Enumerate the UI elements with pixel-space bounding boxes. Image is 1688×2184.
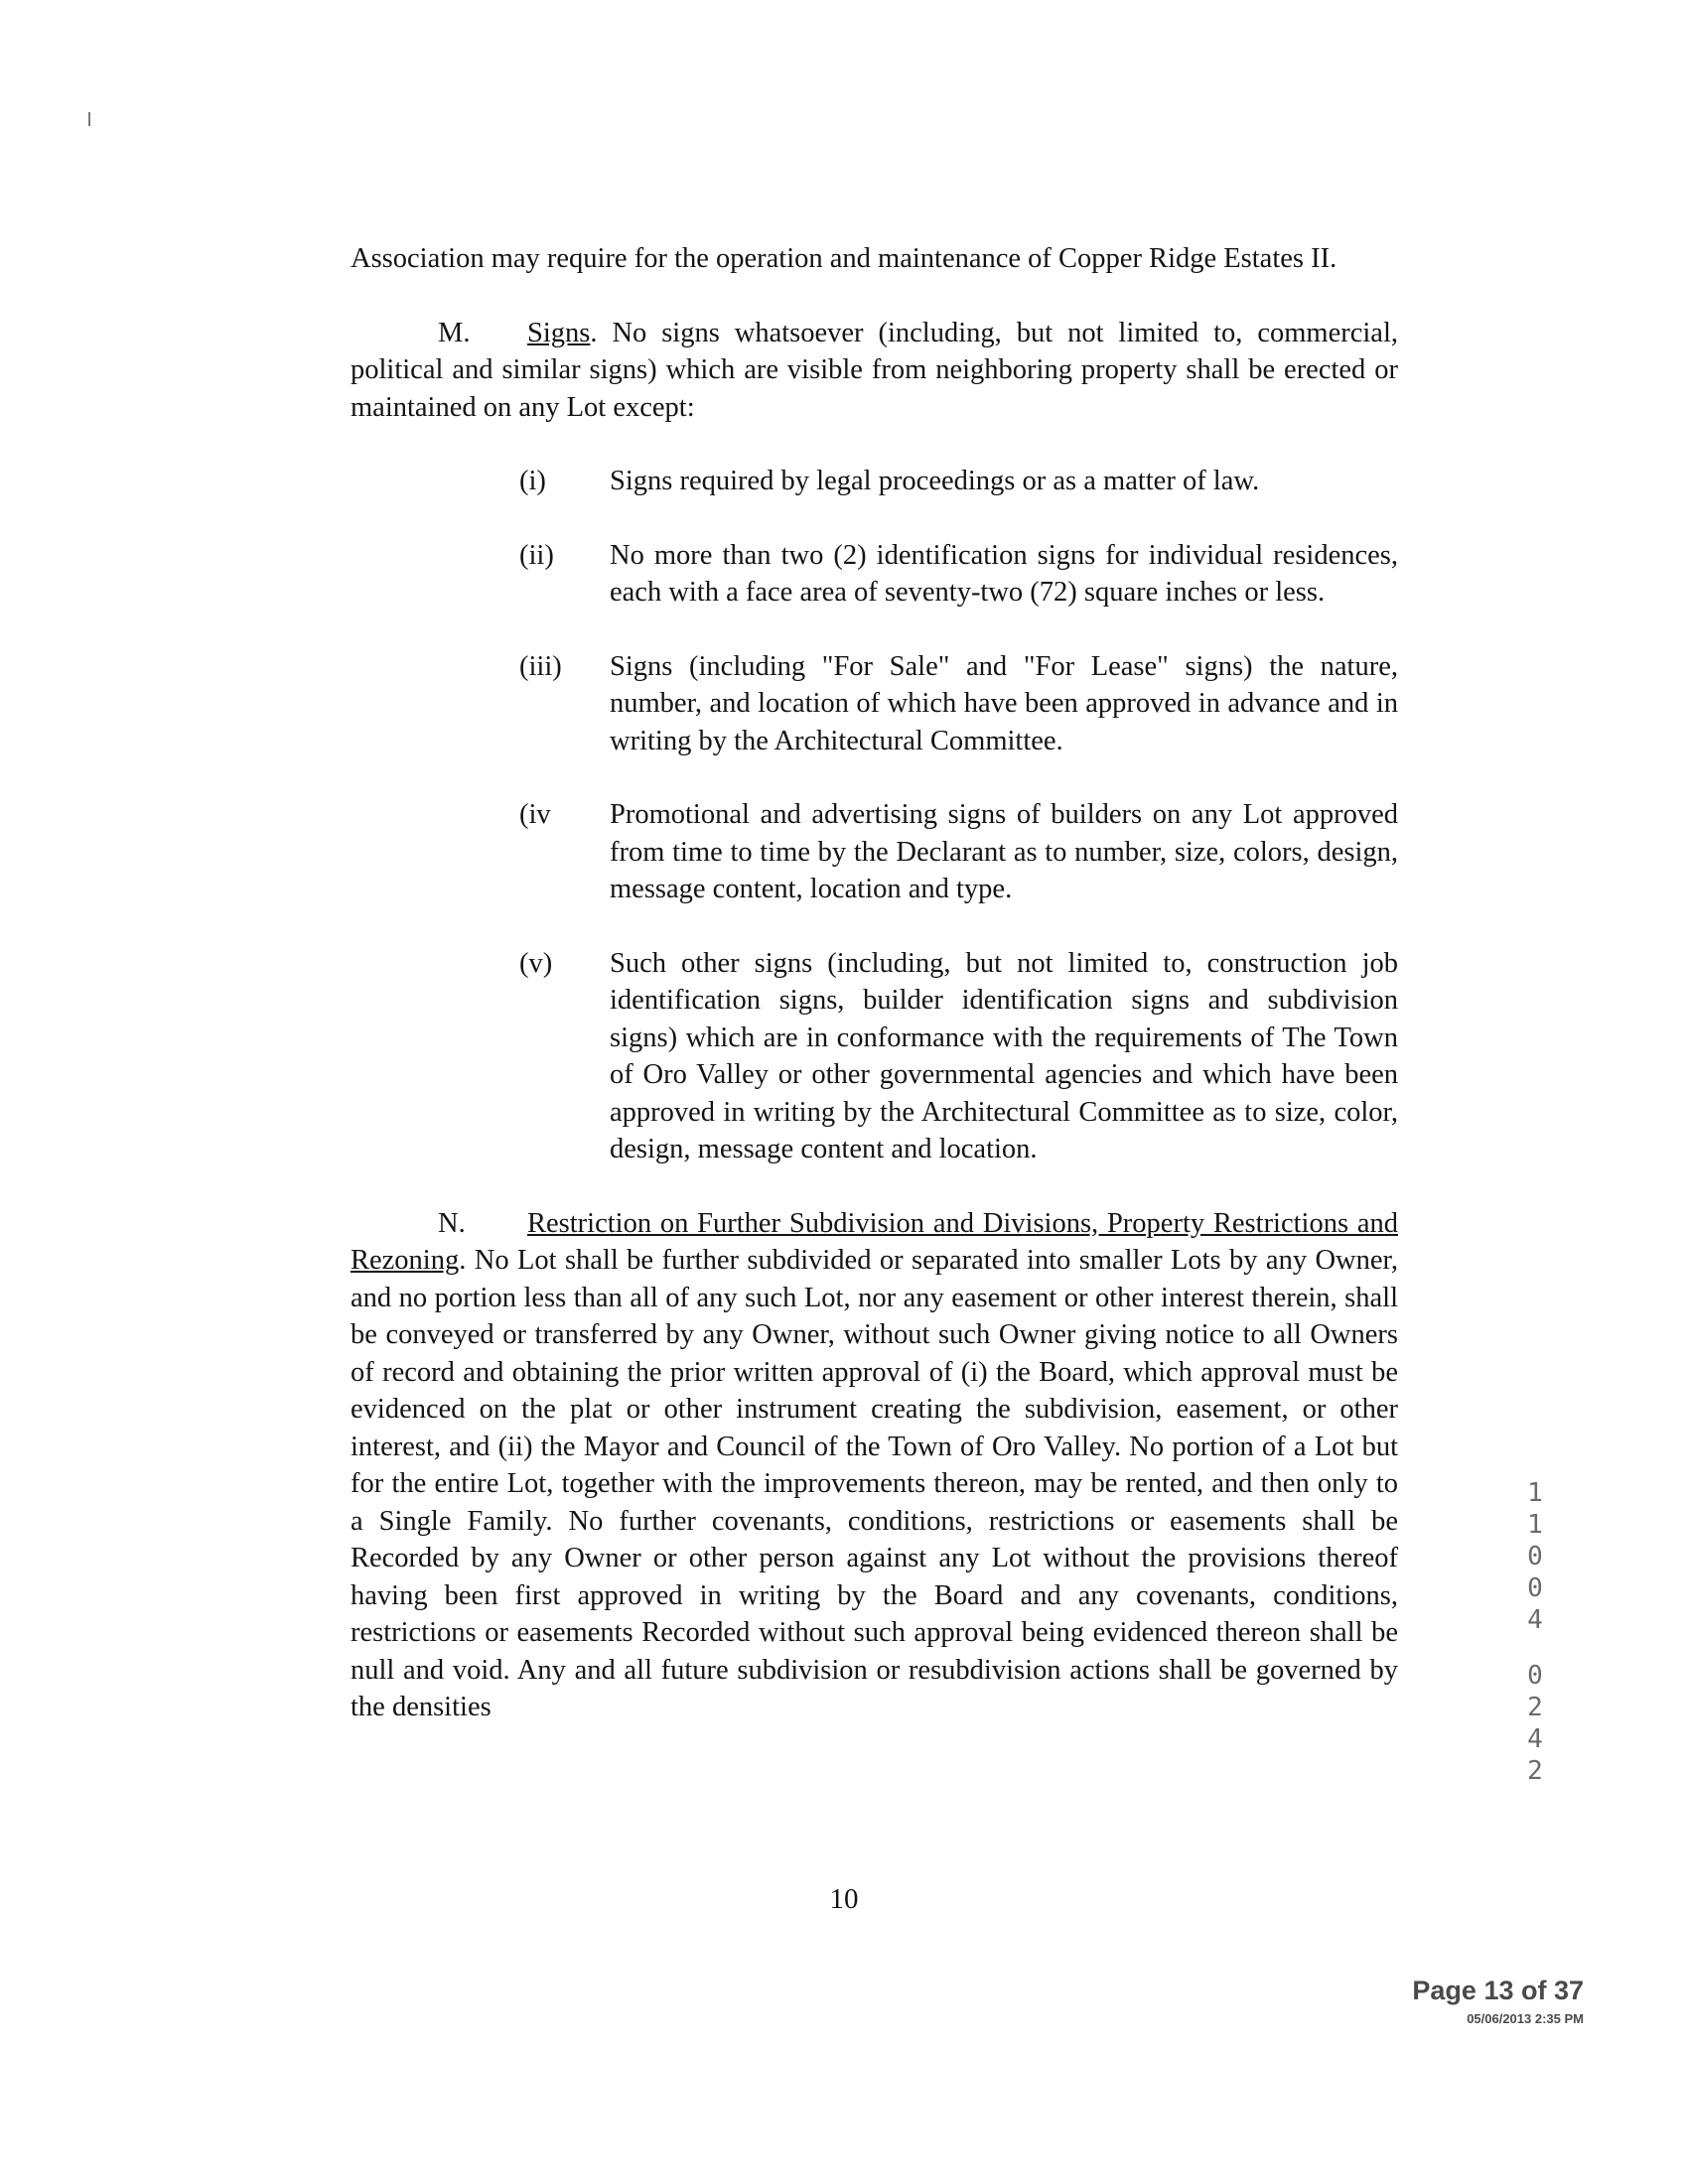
section-n-heading: Restriction on Further Subdivision and Divisions, Property Restrictions and Rezoning xyxy=(351,1207,1398,1276)
recording-number xyxy=(1524,1477,1546,1787)
recording-digit: 1 xyxy=(1527,1510,1543,1540)
list-item xyxy=(519,463,1398,500)
scan-artifact xyxy=(88,112,90,126)
section-n-text: . No Lot shall be further subdivided or separated into smaller Lots by any Owner, and no portion less than all of any such Lot, nor any easement or other interest therein, shall be conveyed or transferred by any Owner, without such Owner giving notice to all Owners of record and obtaining the prior written approval of (i) the Board, which approval must be evidenced on the plat or other instrument creating the subdivision, easement, or other interest, and (ii) the Mayor and Council of the Town of Oro Valley. No portion of a Lot but for the entire Lot, together with the improvements thereon, may be rented, and then only to a Single Family. No further covenants, conditions, restrictions or easements shall be Recorded by any Owner or other person against any Lot without the provisions thereof having been first approved in writing by the Board and any covenants, conditions, restrictions or easements Recorded without such approval being evidenced thereon shall be null and void. Any and all future subdivision or resubdivision actions shall be governed by the densities xyxy=(351,1245,1398,1722)
recording-digit: 4 xyxy=(1527,1605,1543,1635)
list-item-number: (i) xyxy=(519,466,546,496)
recording-digit: 0 xyxy=(1527,1661,1543,1691)
section-m-paragraph xyxy=(351,315,1398,427)
list-item-text: No more than two (2) identification signs for individual residences, each with a face area of seventy-two (72) square inches or less. xyxy=(610,539,1398,608)
recorder-timestamp: 05/06/2013 2:35 PM xyxy=(1467,2011,1584,2026)
list-item-text: Such other signs (including, but not limited to, construction job identification signs, builder identification signs and subdivision signs) which are in conformance with the requirements of The Town of Oro Valley or other governmental agencies and which have been approved in writing by the Architectural Committee as to size, color, design, message content and location. xyxy=(610,947,1398,1164)
list-item-number: (ii) xyxy=(519,539,554,571)
list-item-text: Promotional and advertising signs of builders on any Lot approved from time to time by the Declarant as to number, size, colors, design, message content, location and type. xyxy=(610,799,1398,904)
list-item xyxy=(519,648,1398,760)
list-item-number: (v) xyxy=(519,947,553,979)
recorder-page-stamp: Page 13 of 37 xyxy=(1412,1976,1584,2005)
list-item xyxy=(519,537,1398,612)
recording-digit: 1 xyxy=(1527,1478,1543,1508)
section-m-letter: M. xyxy=(438,317,471,348)
list-item xyxy=(519,945,1398,1168)
list-item-text: Signs (including "For Sale" and "For Lease" signs) the nature, number, and location of which have been approved in advance and in writing by the Architectural Committee. xyxy=(610,650,1398,756)
page-number: 10 xyxy=(829,1883,859,1915)
list-item xyxy=(519,796,1398,908)
list-item-number: (iv xyxy=(519,799,551,830)
document-body xyxy=(351,240,1398,1726)
section-n-letter: N. xyxy=(438,1207,466,1239)
recording-digit: 0 xyxy=(1527,1573,1543,1603)
recording-digit: 0 xyxy=(1527,1542,1543,1571)
list-item-text: Signs required by legal proceedings or as a matter of law. xyxy=(610,466,1260,496)
recording-digit: 4 xyxy=(1527,1724,1543,1754)
recording-digit: 2 xyxy=(1527,1693,1543,1722)
list-item-number: (iii) xyxy=(519,650,562,682)
section-m-text: . No signs whatsoever (including, but not limited to, commercial, political and similar signs) which are visible from neighboring property shall be erected or maintained on any Lot except: xyxy=(351,317,1398,423)
recording-digit: 2 xyxy=(1527,1756,1543,1786)
section-m-heading: Signs xyxy=(527,317,591,348)
section-n-paragraph xyxy=(351,1205,1398,1726)
intro-paragraph: Association may require for the operation and maintenance of Copper Ridge Estates II. xyxy=(351,243,1337,274)
